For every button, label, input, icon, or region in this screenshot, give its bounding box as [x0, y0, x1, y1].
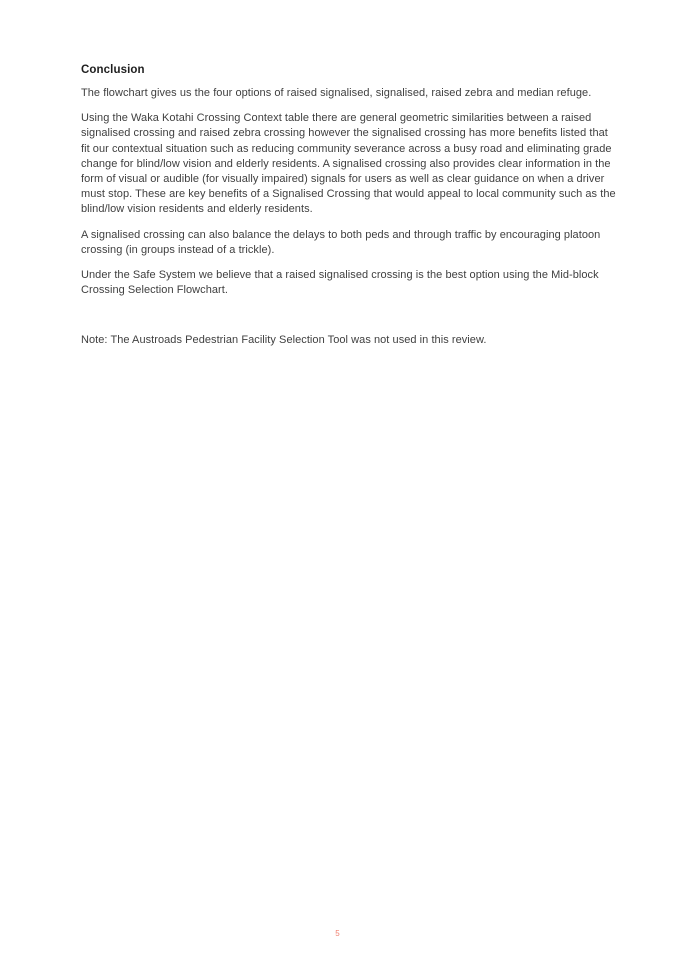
paragraph-safe-system: Under the Safe System we believe that a raised signalised crossing is the best option using the Mid-block Crossing Selection Flowchart. [81, 269, 599, 297]
section-heading: Conclusion [81, 64, 145, 76]
paragraph-delay-balance: A signalised crossing can also balance the delays to both peds and through traffic by encouraging platoon crossing (in groups instead of a trickle). [81, 228, 601, 256]
note-paragraph: Note: The Austroads Pedestrian Facility Selection Tool was not used in this review. [81, 334, 487, 347]
page-content [81, 64, 616, 359]
paragraph-flowchart-options: The flowchart gives us the four options of raised signalised, signalised, raised zebra and median refuge. [81, 87, 592, 99]
paragraph-crossing-context: Using the Waka Kotahi Crossing Context table there are general geometric similarities between a raised signalised crossing and raised zebra crossing however the signalised crossing has more benefits listed that fit our contextual situation such as reducing community severance across a busy road and eliminating grade change for blind/low vision and elderly residents. A signalised crossing also provides clear information in the form of visual or audible (for visually impaired) signals for users as well as clear guidance on when a driver must stop. These are key benefits of a Signalised Crossing that would appeal to local community such as the blind/low vision residents and elderly residents. [81, 112, 616, 216]
page-number: 5 [335, 929, 340, 938]
